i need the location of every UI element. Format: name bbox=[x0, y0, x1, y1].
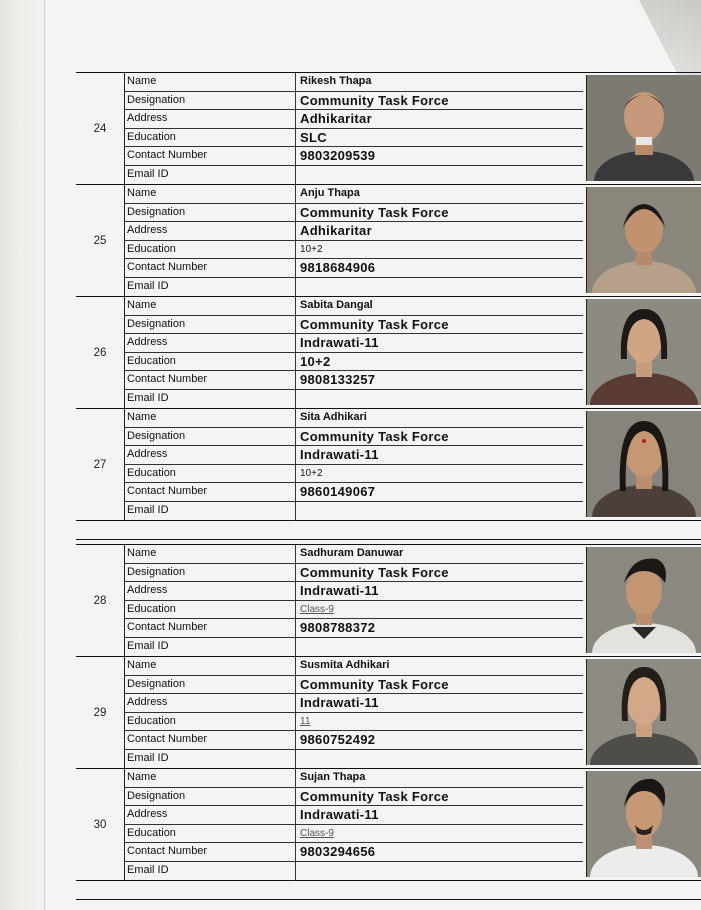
education-value: Class-9 bbox=[300, 603, 334, 615]
education-value: SLC bbox=[300, 129, 327, 145]
contact-value: 9860149067 bbox=[300, 484, 376, 500]
email-label: Email ID bbox=[124, 166, 296, 185]
email-label: Email ID bbox=[124, 390, 296, 409]
designation-value: Community Task Force bbox=[300, 676, 449, 692]
education-label: Education bbox=[124, 601, 296, 619]
designation-value: Community Task Force bbox=[300, 316, 449, 332]
address-value: Indrawati-11 bbox=[300, 335, 379, 351]
address-value: Adhikaritar bbox=[300, 223, 372, 239]
email-value bbox=[296, 862, 583, 881]
name-value: Sadhuram Danuwar bbox=[300, 547, 404, 559]
address-value: Indrawati-11 bbox=[300, 807, 379, 823]
contact-value: 9803294656 bbox=[300, 844, 376, 860]
address-label: Address bbox=[124, 582, 296, 600]
contact-label: Contact Number bbox=[124, 483, 296, 501]
person-record-24 bbox=[76, 73, 701, 185]
name-label: Name bbox=[124, 409, 296, 427]
contact-value: 9860752492 bbox=[300, 732, 376, 748]
designation-label: Designation bbox=[124, 788, 296, 806]
designation-label: Designation bbox=[124, 676, 296, 694]
education-value: 11 bbox=[300, 715, 311, 727]
contact-label: Contact Number bbox=[124, 619, 296, 637]
record-index: 25 bbox=[76, 185, 125, 296]
contact-label: Contact Number bbox=[124, 731, 296, 749]
designation-label: Designation bbox=[124, 316, 296, 334]
name-value: Sujan Thapa bbox=[300, 771, 366, 783]
email-label: Email ID bbox=[124, 278, 296, 297]
name-label: Name bbox=[124, 545, 296, 563]
address-label: Address bbox=[124, 806, 296, 824]
address-label: Address bbox=[124, 694, 296, 712]
email-value bbox=[296, 166, 583, 185]
name-value: Anju Thapa bbox=[300, 187, 360, 199]
designation-value: Community Task Force bbox=[300, 788, 449, 804]
record-index: 29 bbox=[76, 657, 125, 768]
email-value bbox=[296, 278, 583, 297]
designation-label: Designation bbox=[124, 92, 296, 110]
name-value: Sita Adhikari bbox=[300, 411, 367, 423]
name-label: Name bbox=[124, 297, 296, 315]
designation-label: Designation bbox=[124, 428, 296, 446]
education-value: 10+2 bbox=[300, 467, 323, 479]
education-value: 10+2 bbox=[300, 243, 323, 255]
portrait-photo bbox=[586, 547, 701, 653]
designation-label: Designation bbox=[124, 204, 296, 222]
designation-value: Community Task Force bbox=[300, 92, 449, 108]
page-edge bbox=[44, 0, 45, 910]
portrait-photo bbox=[586, 659, 701, 765]
name-label: Name bbox=[124, 657, 296, 675]
education-value: 10+2 bbox=[300, 353, 331, 369]
personnel-table-1 bbox=[76, 72, 701, 540]
portrait-photo bbox=[586, 75, 701, 181]
designation-value: Community Task Force bbox=[300, 564, 449, 580]
address-label: Address bbox=[124, 110, 296, 128]
person-record-25 bbox=[76, 185, 701, 297]
education-label: Education bbox=[124, 713, 296, 731]
email-label: Email ID bbox=[124, 862, 296, 881]
designation-label: Designation bbox=[124, 564, 296, 582]
contact-value: 9808788372 bbox=[300, 620, 376, 636]
designation-value: Community Task Force bbox=[300, 204, 449, 220]
record-index: 28 bbox=[76, 545, 125, 656]
email-label: Email ID bbox=[124, 750, 296, 769]
portrait-photo bbox=[586, 411, 701, 517]
address-label: Address bbox=[124, 446, 296, 464]
email-label: Email ID bbox=[124, 638, 296, 657]
record-index: 24 bbox=[76, 73, 125, 184]
portrait-photo bbox=[586, 187, 701, 293]
education-label: Education bbox=[124, 465, 296, 483]
contact-label: Contact Number bbox=[124, 371, 296, 389]
email-value bbox=[296, 502, 583, 521]
designation-value: Community Task Force bbox=[300, 428, 449, 444]
personnel-table-2 bbox=[76, 544, 701, 900]
section-gap bbox=[76, 881, 701, 900]
education-label: Education bbox=[124, 353, 296, 371]
name-label: Name bbox=[124, 769, 296, 787]
record-index: 27 bbox=[76, 409, 125, 520]
person-record-28 bbox=[76, 545, 701, 657]
email-label: Email ID bbox=[124, 502, 296, 521]
education-label: Education bbox=[124, 241, 296, 259]
name-value: Rikesh Thapa bbox=[300, 75, 372, 87]
education-value: Class-9 bbox=[300, 827, 334, 839]
email-value bbox=[296, 390, 583, 409]
address-value: Indrawati-11 bbox=[300, 447, 379, 463]
section-gap bbox=[76, 521, 701, 540]
person-record-29 bbox=[76, 657, 701, 769]
page-shadow bbox=[0, 0, 48, 910]
contact-label: Contact Number bbox=[124, 259, 296, 277]
name-value: Sabita Dangal bbox=[300, 299, 373, 311]
name-label: Name bbox=[124, 73, 296, 91]
person-record-27 bbox=[76, 409, 701, 521]
person-record-30 bbox=[76, 769, 701, 881]
address-value: Indrawati-11 bbox=[300, 695, 379, 711]
name-value: Susmita Adhikari bbox=[300, 659, 390, 671]
address-label: Address bbox=[124, 334, 296, 352]
address-value: Adhikaritar bbox=[300, 111, 372, 127]
name-label: Name bbox=[124, 185, 296, 203]
contact-value: 9803209539 bbox=[300, 148, 376, 164]
education-label: Education bbox=[124, 129, 296, 147]
education-label: Education bbox=[124, 825, 296, 843]
contact-label: Contact Number bbox=[124, 843, 296, 861]
address-value: Indrawati-11 bbox=[300, 583, 379, 599]
contact-value: 9818684906 bbox=[300, 260, 376, 276]
record-index: 30 bbox=[76, 769, 125, 880]
person-record-26 bbox=[76, 297, 701, 409]
contact-value: 9808133257 bbox=[300, 372, 376, 388]
record-index: 26 bbox=[76, 297, 125, 408]
portrait-photo bbox=[586, 299, 701, 405]
email-value bbox=[296, 638, 583, 657]
email-value bbox=[296, 750, 583, 769]
contact-label: Contact Number bbox=[124, 147, 296, 165]
address-label: Address bbox=[124, 222, 296, 240]
portrait-photo bbox=[586, 771, 701, 877]
